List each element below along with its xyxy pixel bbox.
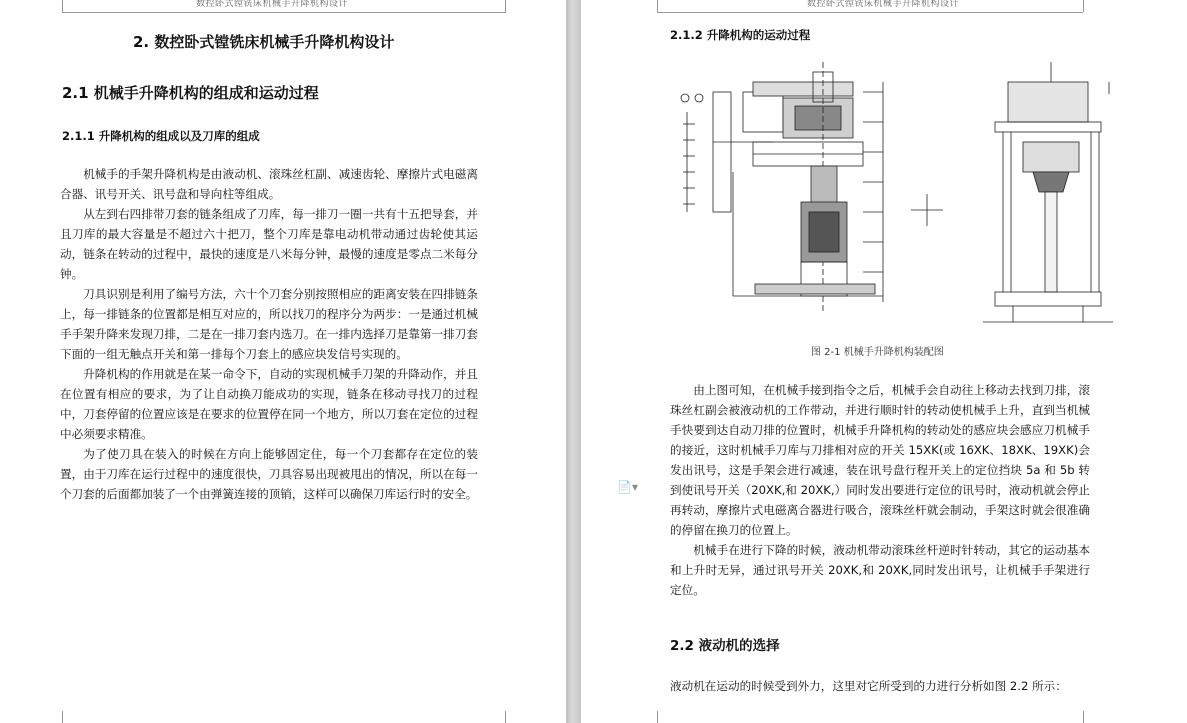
document-icon[interactable]: 📄▾ (617, 480, 638, 494)
side-elevation-view (983, 62, 1113, 322)
subsection-title: 2.1.1 升降机构的组成以及刀库的组成 (62, 129, 260, 143)
center-cross-mark (911, 194, 943, 226)
assembly-drawing-figure (673, 62, 1113, 340)
corner-mark (62, 0, 63, 12)
running-header: 数控卧式镗铣床机械手升降机构设计 (196, 0, 349, 9)
left-page (0, 0, 566, 723)
corner-mark (1083, 711, 1084, 723)
paragraph: 刀具识别是利用了编号方法，六十个刀套分别按照相应的距离安装在四排链条上，每一排链条的位置都是相互对应的，所以找刀的程序分为两步：一是通过机械手手架升降来发现刀排，二是在一排刀套内选刀。在一排内选择刀是靠第一排刀套下面的一组无触点开关和第一排每个刀套上的感应块发信号实现的。 (60, 287, 478, 361)
paragraph: 由上图可知，在机械手接到指令之后，机械手会自动往上移动去找到刀排，滚珠丝杠副会被液动机的工作带动，并进行顺时针的转动使机械手上升，直到当机械手快要到达自动刀排的位置时，机械手升降机构的转动处的感应块会感应刀机械手的接近，这时机械手刀库与刀排相对应的开关 15XK(或 16XK、18XK、19XK)会发出讯号，这是手架会进行减速，装在讯号盘行程开关上的定位挡块 5a 和 5b 转到使讯号开关（20XK,和 20XK,）同时发出要进行定位的讯号时，液动机就会停止再转动，摩擦片式电磁离合器进行吸合，滚珠丝杆就会制动，手架这时就会很准确的停留在换刀的位置上。 (670, 383, 1090, 537)
paragraph: 升降机构的作用就是在某一命令下，自动的实现机械手刀架的升降动作，并且在位置有相应的要求，为了让自动换刀能成功的实现，链条在移动寻找刀的过程中，刀套停留的位置应该是在要求的位置停在同一个地方，所以刀套在定位的过程中必须要求精准。 (60, 367, 478, 441)
figure-caption: 图 2-1 机械手升降机构装配图 (811, 347, 944, 358)
subsection-title: 2.1.2 升降机构的运动过程 (670, 28, 811, 42)
paragraph: 为了使刀具在装入的时候在方向上能够固定住，每一个刀套都存在定位的装置，由于刀库在运行过程中的速度很快，刀具容易出现被甩出的情况，所以在每一个刀套的后面都加装了一个由弹簧连接的顶销，这样可以确保刀库运行时的安全。 (60, 447, 478, 501)
corner-mark (657, 0, 658, 12)
corner-mark (1083, 0, 1084, 12)
right-page (581, 0, 1187, 723)
corner-mark (657, 711, 658, 723)
corner-mark (505, 711, 506, 723)
paragraph: 机械手在进行下降的时候，液动机带动滚珠丝杆逆时针转动，其它的运动基本和上升时无异，通过讯号开关 20XK,和 20XK,同时发出讯号，让机械手手架进行定位。 (670, 543, 1090, 597)
lifting-mechanism-section (713, 62, 883, 312)
paragraph: 机械手的手架升降机构是由液动机、滚珠丝杠副、减速齿轮、摩擦片式电磁离合器、讯号开关、讯号盘和导向柱等组成。 (60, 167, 478, 201)
page-gap (566, 0, 581, 723)
chapter-title: 2. 数控卧式镗铣床机械手升降机构设计 (133, 33, 395, 51)
header-rule (62, 12, 506, 13)
header-rule (657, 12, 1083, 13)
callout-markers (681, 94, 703, 212)
section-title: 2.2 液动机的选择 (670, 638, 780, 654)
running-header: 数控卧式镗铣床机械手升降机构设计 (807, 0, 960, 9)
corner-mark (62, 711, 63, 723)
corner-mark (505, 0, 506, 12)
paragraph: 从左到右四排带刀套的链条组成了刀库，每一排刀一圈一共有十五把导套，并且刀库的最大容量是不超过六十把刀，整个刀库是靠电动机带动通过齿轮使其运动，链条在转动的过程中，最快的速度是八米每分钟，最慢的速度是零点二米每分钟。 (60, 207, 478, 281)
section-title: 2.1 机械手升降机构的组成和运动过程 (62, 84, 319, 102)
paragraph: 液动机在运动的时候受到外力，这里对它所受到的力进行分析如图 2.2 所示： (670, 679, 1067, 693)
